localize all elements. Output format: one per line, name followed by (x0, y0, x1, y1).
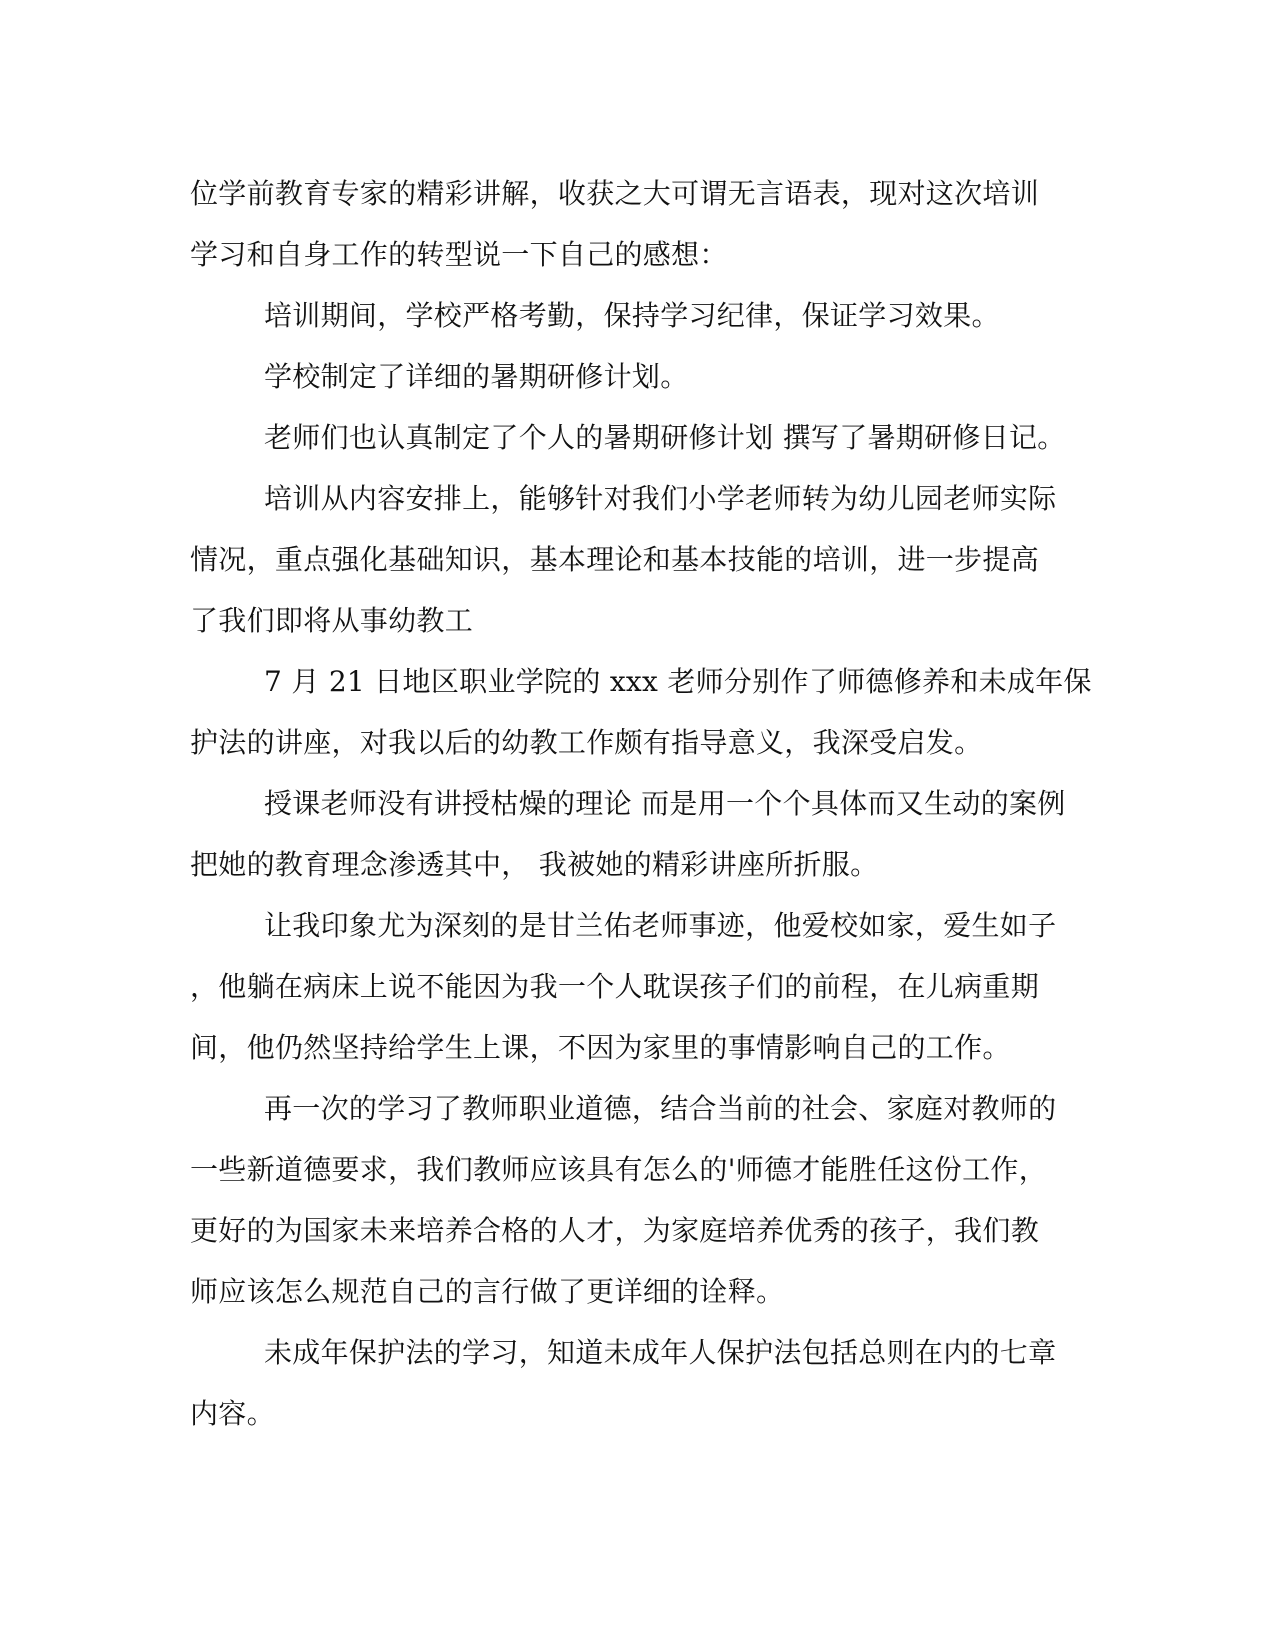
paragraph-line: 护法的讲座，对我以后的幼教工作颇有指导意义，我深受启发。 (190, 726, 983, 759)
paragraph-line: 情况，重点强化基础知识，基本理论和基本技能的培训，进一步提高 (190, 543, 1040, 576)
paragraph-line: 培训期间，学校严格考勤，保持学习纪律，保证学习效果。 (264, 299, 1000, 332)
paragraph-line: 未成年保护法的学习，知道未成年人保护法包括总则在内的七章 (264, 1336, 1057, 1369)
paragraph-line: 更好的为国家未来培养合格的人才，为家庭培养优秀的孩子，我们教 (190, 1214, 1040, 1247)
paragraph-line: 师应该怎么规范自己的言行做了更详细的诠释。 (190, 1275, 785, 1308)
paragraph-line: 学校制定了详细的暑期研修计划。 (264, 360, 689, 393)
paragraph-line: 位学前教育专家的精彩讲解，收获之大可谓无言语表，现对这次培训 (190, 177, 1040, 210)
paragraph-line: 一些新道德要求，我们教师应该具有怎么的'师德才能胜任这份工作， (190, 1153, 1048, 1186)
paragraph-line: 培训从内容安排上，能够针对我们小学老师转为幼儿园老师实际 (264, 482, 1057, 515)
document-body (190, 163, 1092, 1444)
paragraph-line: 老师们也认真制定了个人的暑期研修计划 撰写了暑期研修日记。 (264, 421, 1066, 454)
paragraph-line: ，他躺在病床上说不能因为我一个人耽误孩子们的前程，在儿病重期 (190, 970, 1040, 1003)
paragraph-line: 了我们即将从事幼教工 (190, 604, 474, 637)
paragraph-line: 把她的教育理念渗透其中， 我被她的精彩讲座所折服。 (190, 848, 879, 881)
paragraph-line: 学习和自身工作的转型说一下自己的感想： (190, 238, 728, 271)
paragraph-line: 7 月 21 日地区职业学院的 xxx 老师分别作了师德修养和未成年保 (264, 665, 1092, 698)
paragraph-line: 内容。 (190, 1397, 275, 1430)
paragraph-line: 让我印象尤为深刻的是甘兰佑老师事迹，他爱校如家，爱生如子 (264, 909, 1057, 942)
paragraph-line: 间，他仍然坚持给学生上课，不因为家里的事情影响自己的工作。 (190, 1031, 1011, 1064)
paragraph-line: 再一次的学习了教师职业道德，结合当前的社会、家庭对教师的 (264, 1092, 1057, 1125)
paragraph-line: 授课老师没有讲授枯燥的理论 而是用一个个具体而又生动的案例 (264, 787, 1066, 820)
